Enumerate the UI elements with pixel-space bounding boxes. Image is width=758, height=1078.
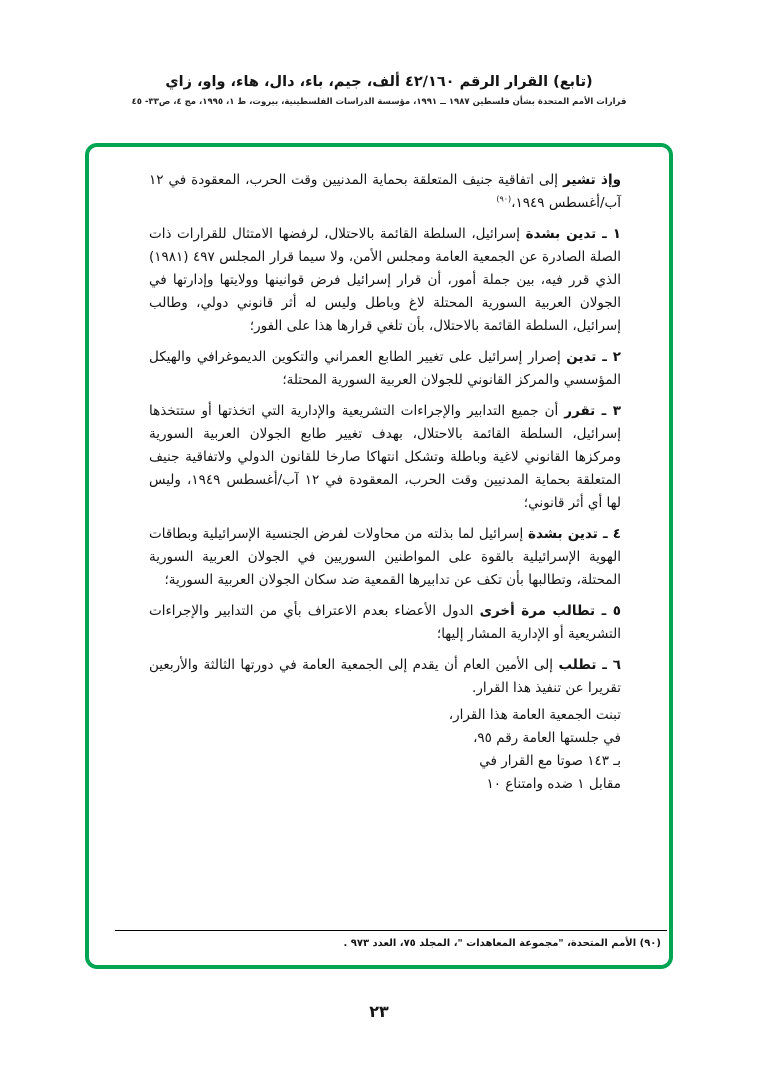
adoption-note (149, 704, 621, 796)
green-border-box (85, 143, 673, 969)
preamble-paragraph (149, 169, 621, 215)
adoption-note-line: تبنت الجمعية العامة هذا القرار، (448, 707, 621, 723)
operative-paragraph-5 (149, 600, 621, 646)
adoption-note-line: مقابل ١ ضده وامتناع ١٠ (486, 776, 621, 792)
paragraph-text: إلى اتفاقية جنيف المتعلقة بحماية المدنيين وقت الحرب، المعقودة في ١٢ آب/أغسطس ١٩٤٩، (149, 172, 621, 211)
paragraph-lead: وإذ تشير (562, 172, 621, 188)
footnote-ref-marker: (٩٠) (496, 194, 512, 204)
paragraph-text: إصرار إسرائيل على تغيير الطابع العمراني والتكوين الديموغرافي والهيكل المؤسسي والمركز القانوني للجولان العربية السورية المحتلة؛ (149, 349, 621, 388)
header-source-line: قرارات الأمم المتحدة بشأن فلسطين ١٩٨٧ ــ ١٩٩١، مؤسسة الدراسات الفلسطينية، بيروت، ط ١، ١٩٩٥، مج ٤، ص٣٣- ٤٥ (131, 97, 627, 107)
operative-paragraph-6 (149, 654, 621, 700)
document-header (0, 74, 758, 107)
paragraph-lead: ٣ ـ تقرر (564, 403, 621, 419)
footnote-text: (٩٠) الأمم المتحدة، "مجموعة المعاهدات "، المجلد ٧٥، العدد ٩٧٣ . (343, 938, 661, 949)
paragraph-text: إسرائيل، السلطة القائمة بالاحتلال، لرفضها الامتثال للقرارات ذات الصلة الصادرة عن الجمعية العامة ومجلس الأمن، ولا سيما قرار المجلس ٤٩٧ (١٩٨١) الذي قرر فيه، بين جملة أمور، أن قرار إسرائيل فرض قوانينها وولايتها وإدارتها في الجولان العربية السورية المحتلة لاغ وباطل وليس له أثر قانوني دولي، وطالب إسرائيل، السلطة القائمة بالاحتلال، بأن تلغي قرارها هذا على الفور؛ (149, 226, 621, 334)
paragraph-lead: ٢ ـ تدين (566, 349, 621, 365)
operative-paragraph-4 (149, 523, 621, 592)
paragraph-text: الدول الأعضاء بعدم الاعتراف بأي من التدابير والإجراءات التشريعية أو الإدارية المشار إليها؛ (149, 603, 621, 642)
adoption-note-line: في جلستها العامة رقم ٩٥، (473, 730, 621, 746)
operative-paragraph-3 (149, 400, 621, 515)
header-title: (تابع) القرار الرقم ٤٢/١٦٠ ألف، جيم، باء، دال، هاء، واو، زاي (165, 74, 593, 90)
adoption-note-line: بـ ١٤٣ صوتا مع القرار في (479, 753, 621, 769)
paragraph-text: إسرائيل لما بذلته من محاولات لفرض الجنسية الإسرائيلية وبطاقات الهوية الإسرائيلية بالقوة على المواطنين السوريين في الجولان العربية السورية المحتلة، وتطالبها بأن تكف عن تدابيرها القمعية ضد سكان الجولان العربية السورية؛ (149, 526, 621, 588)
footnote-area (115, 930, 667, 951)
page-number: ٢٣ (369, 1002, 389, 1021)
paragraph-lead: ٦ ـ تطلب (558, 657, 621, 673)
paragraph-text: إلى الأمين العام أن يقدم إلى الجمعية العامة في دورتها الثالثة والأربعين تقريرا عن تنفيذ هذا القرار. (149, 657, 621, 696)
paragraph-lead: ١ ـ تدين بشدة (525, 226, 621, 242)
paragraph-lead: ٥ ـ تطالب مرة أخرى (479, 603, 622, 619)
paragraph-lead: ٤ ـ تدين بشدة (527, 526, 622, 542)
resolution-body (149, 169, 621, 704)
paragraph-text: أن جميع التدابير والإجراءات التشريعية والإدارية التي اتخذتها أو ستتخذها إسرائيل، السلطة القائمة بالاحتلال، بهدف تغيير طابع الجولان العربية السورية ومركزها القانوني لاغية وباطلة وتشكل انتهاكا صارخا للقانون الدولي ولاتفاقية جنيف المتعلقة بحماية المدنيين وقت الحرب، المعقودة في ١٢ آب/أغسطس ١٩٤٩، وليس لها أي أثر قانوني؛ (149, 403, 621, 511)
operative-paragraph-2 (149, 346, 621, 392)
operative-paragraph-1 (149, 223, 621, 338)
footnote-separator (115, 930, 667, 931)
